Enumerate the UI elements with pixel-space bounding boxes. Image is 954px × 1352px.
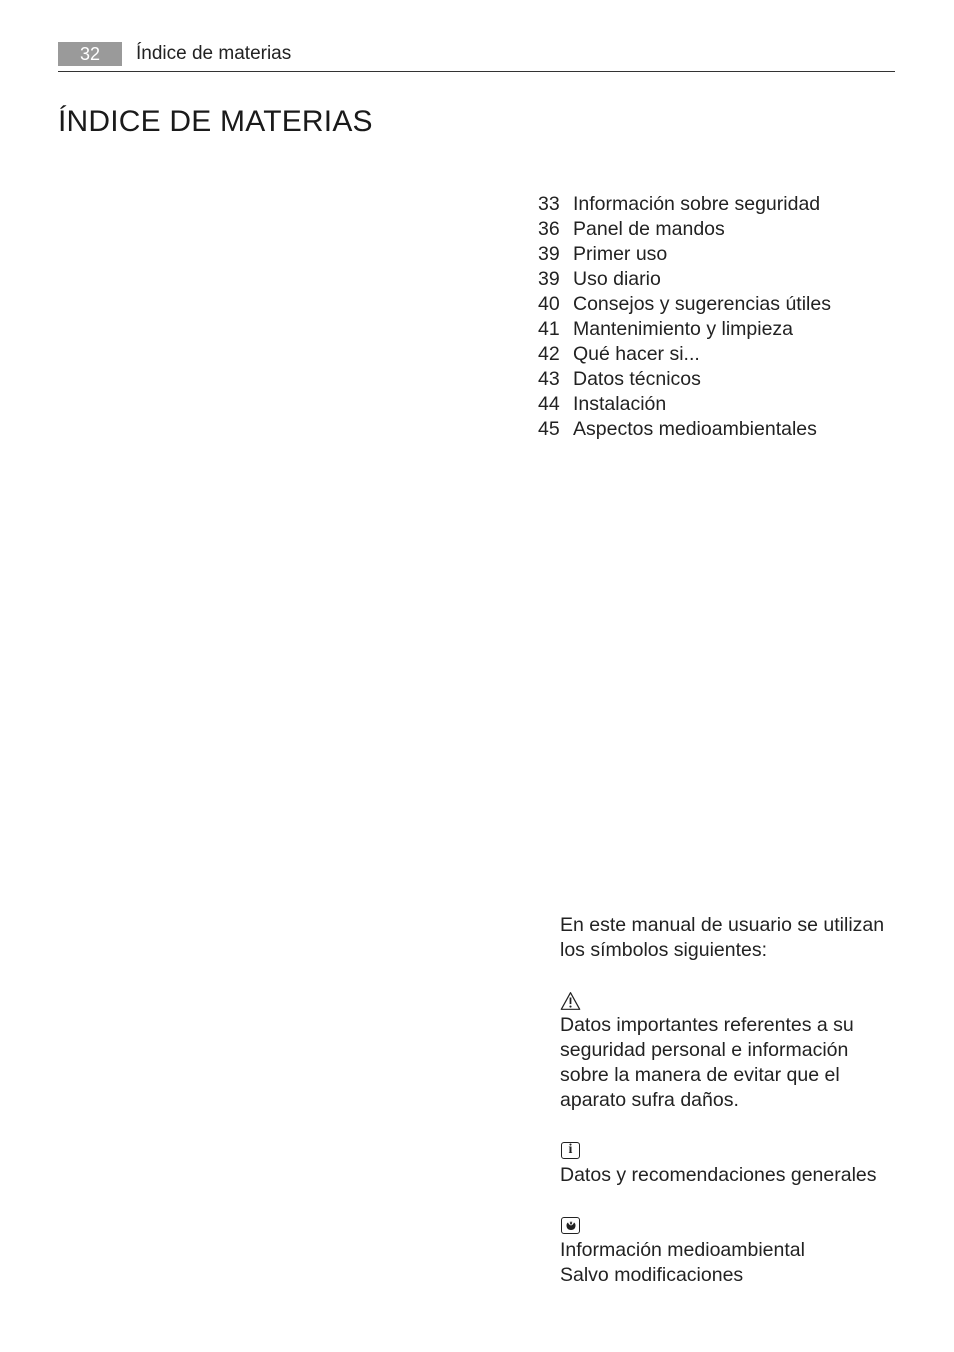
- symbols-intro: [560, 913, 900, 963]
- toc-entry-title: Consejos y sugerencias útiles: [573, 293, 831, 315]
- environment-description: Información medioambiental: [560, 1239, 805, 1261]
- warning-text-line: aparato sufra daños.: [560, 1089, 739, 1111]
- info-icon: i: [561, 1142, 580, 1159]
- toc-entry[interactable]: [538, 267, 898, 292]
- toc-entry-title: Aspectos medioambientales: [573, 418, 817, 440]
- warning-text-line: Datos importantes referentes a su: [560, 1014, 854, 1036]
- toc-page-number: 41: [538, 318, 560, 340]
- page-title: ÍNDICE DE MATERIAS: [58, 105, 373, 138]
- toc-page-number: 40: [538, 293, 560, 315]
- toc-entry-title: Uso diario: [573, 268, 661, 290]
- toc-entry[interactable]: [538, 392, 898, 417]
- toc-page-number: 39: [538, 243, 560, 265]
- environment-symbol-row: [560, 1213, 900, 1238]
- toc-page-number: 44: [538, 393, 560, 415]
- toc-page-number: 36: [538, 218, 560, 240]
- warning-text-line: sobre la manera de evitar que el: [560, 1064, 840, 1086]
- info-description: Datos y recomendaciones generales: [560, 1164, 877, 1186]
- toc-entry-title: Datos técnicos: [573, 368, 701, 390]
- disclaimer-note: Salvo modificaciones: [560, 1264, 744, 1286]
- toc-page-number: 33: [538, 193, 560, 215]
- warning-icon: [560, 991, 581, 1010]
- toc-entry-title: Información sobre seguridad: [573, 193, 821, 215]
- toc-entry-title: Qué hacer si...: [573, 343, 700, 365]
- warning-text-line: seguridad personal e información: [560, 1039, 849, 1061]
- toc-entry-title: Panel de mandos: [573, 218, 725, 240]
- toc-entry[interactable]: [538, 242, 898, 267]
- page-header: [58, 40, 895, 72]
- environment-icon-wrap: [560, 1216, 581, 1235]
- toc-page-number: 39: [538, 268, 560, 290]
- header-section-title: Índice de materias: [136, 43, 292, 64]
- toc-entry-title: Primer uso: [573, 243, 668, 265]
- toc-entry-title: Instalación: [573, 393, 667, 415]
- toc-entry[interactable]: [538, 317, 898, 342]
- toc-entry[interactable]: [538, 292, 898, 317]
- toc-entry[interactable]: [538, 192, 898, 217]
- toc-page-number: 45: [538, 418, 560, 440]
- page-number-badge: 32: [58, 42, 122, 66]
- toc-entry-title: Mantenimiento y limpieza: [573, 318, 794, 340]
- toc-page-number: 42: [538, 343, 560, 365]
- info-symbol-row: [560, 1138, 900, 1163]
- table-of-contents: [538, 192, 898, 442]
- toc-entry[interactable]: [538, 342, 898, 367]
- toc-entry[interactable]: [538, 417, 898, 442]
- toc-page-number: 43: [538, 368, 560, 390]
- symbols-intro-line: los símbolos siguientes:: [560, 939, 768, 961]
- warning-description: [560, 1013, 900, 1113]
- environment-icon: [561, 1217, 580, 1234]
- info-icon-wrap: [560, 1141, 581, 1160]
- warning-symbol-row: [560, 988, 900, 1013]
- toc-entry[interactable]: [538, 217, 898, 242]
- symbols-intro-line: En este manual de usuario se utilizan: [560, 914, 885, 936]
- toc-entry[interactable]: [538, 367, 898, 392]
- symbols-legend: [560, 913, 900, 1288]
